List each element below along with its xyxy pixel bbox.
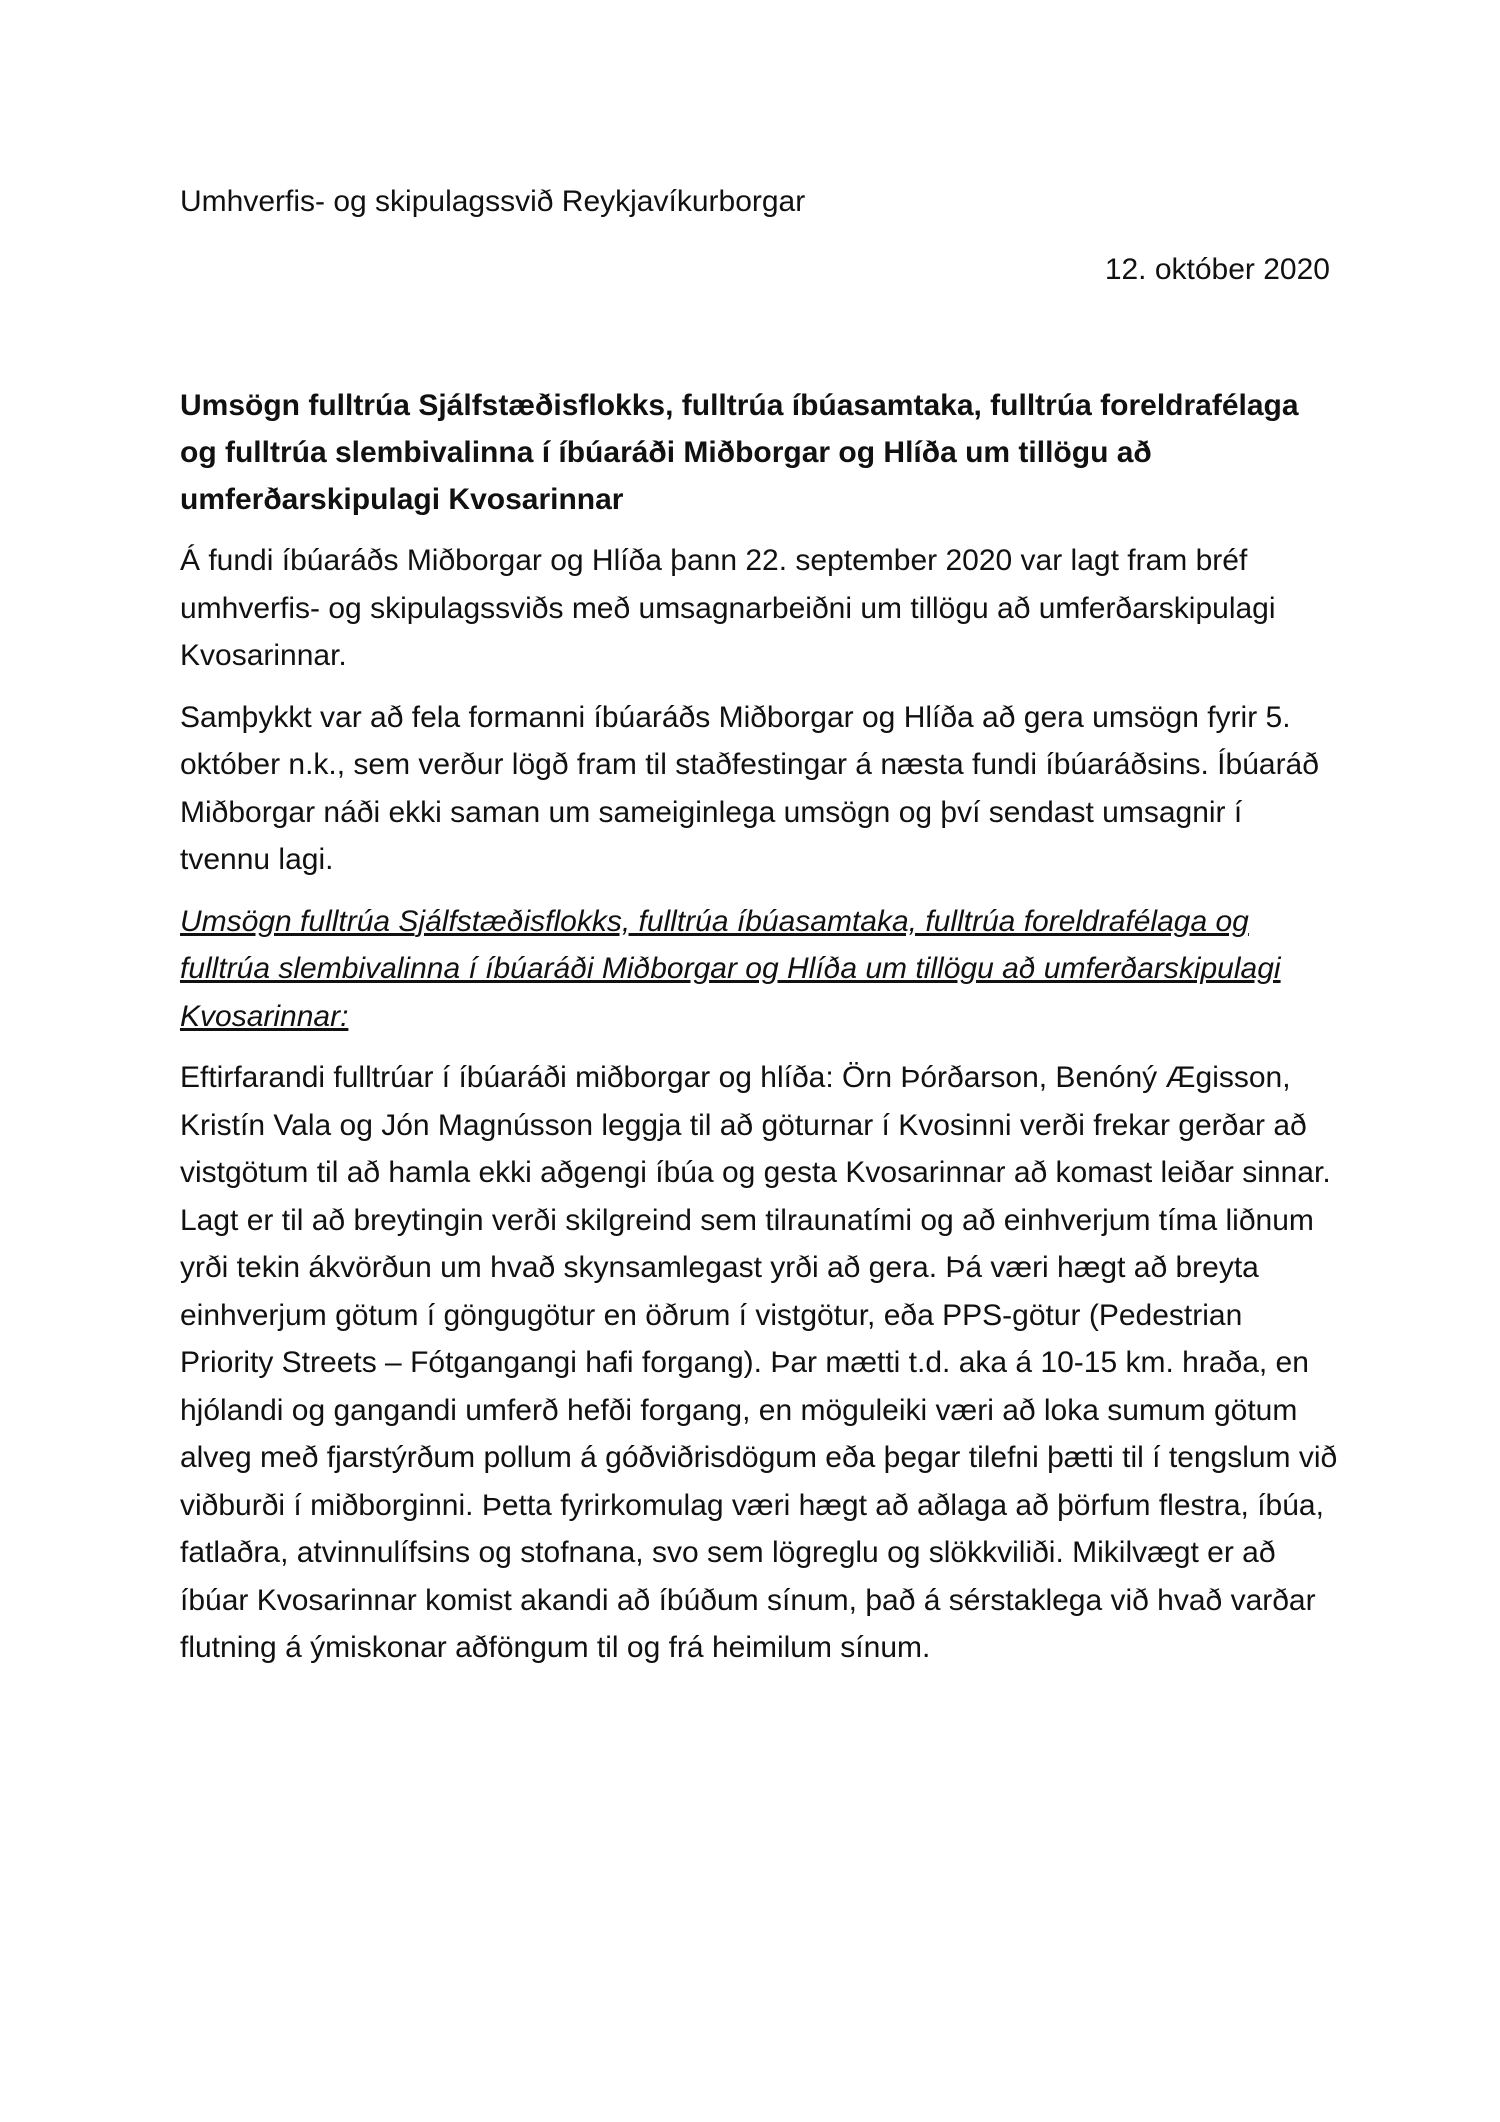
recipient-line: Umhverfis- og skipulagssvið Reykjavíkurborgar bbox=[180, 185, 806, 218]
paragraph-decision: Samþykkt var að fela formanni íbúaráðs Miðborgar og Hlíða að gera umsögn fyrir 5. október n.k., sem verður lögð fram til staðfestingar á næsta fundi íbúaráðsins. Íbúaráð Miðborgar náði ekki saman um sameiginlega umsögn og því sendast umsagnir í tvennu lagi. bbox=[180, 700, 1319, 876]
paragraph-proposal: Eftirfarandi fulltrúar í íbúaráði miðborgar og hlíða: Örn Þórðarson, Benóný Ægisson, Kristín Vala og Jón Magnússon leggja til að göturnar í Kvosinni verði frekar gerðar að vistgötum til að hamla ekki aðgengi íbúa og gesta Kvosarinnar að komast leiðar sinnar. Lagt er til að breytingin verði skilgreind sem tilraunatími og að einhverjum tíma liðnum yrði tekin ákvörðun um hvað skynsamlegast yrði að gera. Þá væri hægt að breyta einhverjum götum í göngugötur en öðrum í vistgötur, eða PPS-götur (Pedestrian Priority Streets – Fótgangangi hafi forgang). Þar mætti t.d. aka á 10-15 km. hraða, en hjólandi og gangandi umferð hefði forgang, en möguleiki væri að loka sumum götum alveg með fjarstýrðum pollum á góðviðrisdögum eða þegar tilefni þætti til í tengslum við viðburði í miðborginni. Þetta fyrirkomulag væri hægt að aðlaga að þörfum flestra, íbúa, fatlaðra, atvinnulífsins og stofnana, svo sem lögreglu og slökkviliði. Mikilvægt er að íbúar Kvosarinnar komist akandi að íbúðum sínum, það á sérstaklega við hvað varðar flutning á ýmiskonar aðföngum til og frá heimilum sínum. bbox=[180, 1061, 1338, 1664]
document-title: Umsögn fulltrúa Sjálfstæðisflokks, fulltrúa íbúasamtaka, fulltrúa foreldrafélaga og fulltrúa slembivalinna í íbúaráði Miðborgar og Hlíða um tillögu að umferðarskipulagi Kvosarinnar bbox=[180, 389, 1299, 516]
opinion-subheading: Umsögn fulltrúa Sjálfstæðisflokks, fulltrúa íbúasamtaka, fulltrúa foreldrafélaga og fulltrúa slembivalinna í íbúaráði Miðborgar og Hlíða um tillögu að umferðarskipulagi Kvosarinnar: bbox=[180, 904, 1281, 1033]
letter-body bbox=[180, 382, 1340, 1686]
paragraph-meeting: Á fundi íbúaráðs Miðborgar og Hlíða þann 22. september 2020 var lagt fram bréf umhverfis- og skipulagssviðs með umsagnarbeiðni um tillögu að umferðarskipulagi Kvosarinnar. bbox=[180, 544, 1276, 672]
letter-date: 12. október 2020 bbox=[1104, 253, 1330, 286]
